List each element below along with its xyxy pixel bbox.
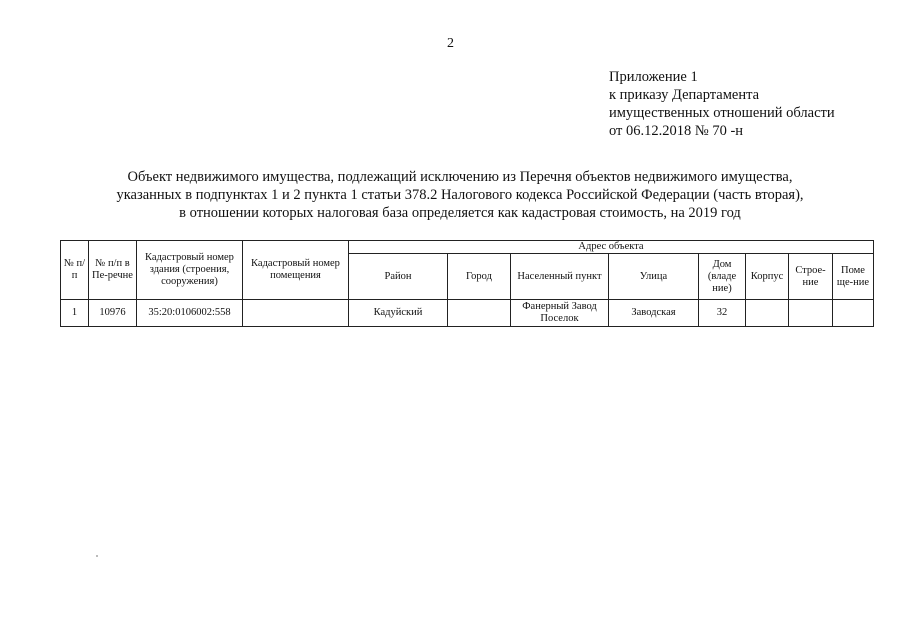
cell-stroenie [789,300,833,327]
table-row [61,300,874,327]
header-cadastral-room: Кадастровый номер помещения [243,241,349,300]
header-city: Город [448,254,511,300]
header-address: Адрес объекта [349,241,874,254]
scan-speck [96,555,98,557]
appendix-line: имущественных отношений области [609,105,835,121]
cell-city [448,300,511,327]
cell-num: 1 [61,300,89,327]
header-street: Улица [609,254,699,300]
appendix-line: Приложение 1 [609,69,698,85]
header-house: Дом (владе ние) [699,254,746,300]
page-number: 2 [447,36,454,51]
header-num: № п/п [61,241,89,300]
cell-room [833,300,874,327]
cell-district: Кадуйский [349,300,448,327]
cell-cadastral-building: 35:20:0106002:558 [137,300,243,327]
cell-list-num: 10976 [89,300,137,327]
objects-table [60,240,874,327]
document-title [60,168,860,222]
title-line: указанных в подпунктах 1 и 2 пункта 1 статьи 378.2 Налогового кодекса Российской Федерации (часть вторая), [116,187,804,203]
appendix-header [609,68,835,140]
appendix-line: к приказу Департамента [609,87,760,103]
cell-street: Заводская [609,300,699,327]
header-korpus: Корпус [746,254,789,300]
cell-settlement: Фанерный Завод Поселок [511,300,609,327]
header-room: Поме ще-ние [833,254,874,300]
appendix-date-line: от 06.12.2018 № 70 -н [609,123,744,139]
header-list-num: № п/п в Пе-речне [89,241,137,300]
title-line: Объект недвижимого имущества, подлежащий исключению из Перечня объектов недвижимого имущества, [127,169,793,185]
header-district: Район [349,254,448,300]
cell-korpus [746,300,789,327]
header-settlement: Населенный пункт [511,254,609,300]
cell-house: 32 [699,300,746,327]
cell-cadastral-room [243,300,349,327]
header-stroenie: Строе-ние [789,254,833,300]
header-cadastral-building: Кадастровый номер здания (строения, сооружения) [137,241,243,300]
title-line: в отношении которых налоговая база определяется как кадастровая стоимость, на 2019 год [179,205,741,221]
